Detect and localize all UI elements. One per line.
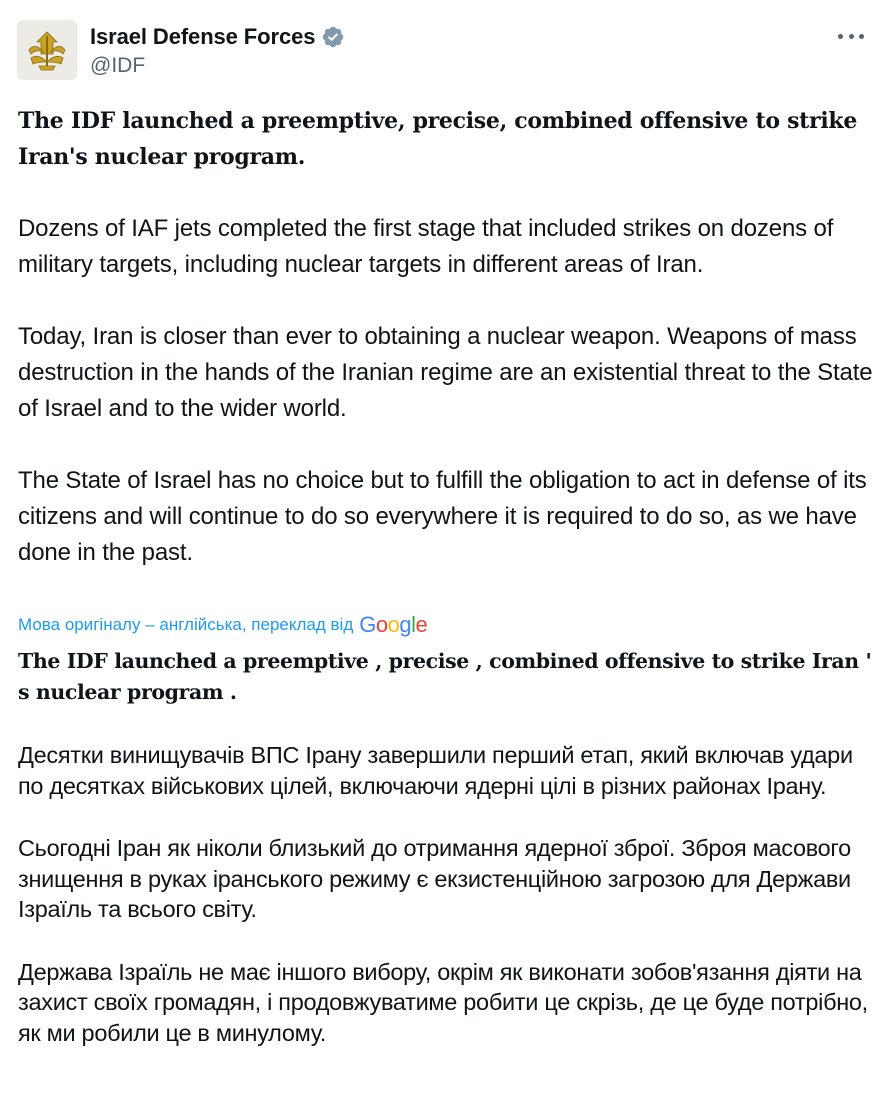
google-logo	[359, 612, 427, 638]
original-paragraph-2: Today, Iran is closer than ever to obtaining a nuclear weapon. Weapons of mass destruction in the hands of the Iranian regime are an existential threat to the State of Israel and to the wider world.	[18, 323, 873, 422]
avatar[interactable]	[17, 20, 77, 80]
translated-paragraph-3: Держава Ізраїль не має іншого вибору, окрім як виконати зобов'язання діяти на захист своїх громадян, і продовжуватиме робити це скрізь, де це буде потрібно, як ми робили це в минулому.	[18, 958, 868, 1046]
original-paragraph-3: The State of Israel has no choice but to fulfill the obligation to act in defense of its citizens and will continue to do so everywhere it is required to do so, as we have done in the past.	[18, 467, 867, 566]
google-letter: l	[411, 612, 416, 637]
author-handle[interactable]: @IDF	[90, 54, 146, 77]
dot	[859, 34, 864, 39]
idf-emblem-icon	[17, 20, 77, 80]
google-letter: g	[399, 612, 412, 637]
original-text	[18, 103, 873, 571]
google-letter: o	[387, 612, 400, 637]
more-options-icon[interactable]	[838, 26, 864, 46]
author-block	[90, 22, 345, 78]
verified-badge-icon	[321, 25, 345, 49]
translation-notice-text: Мова оригіналу – англійська, переклад від	[18, 615, 354, 634]
dot	[849, 34, 854, 39]
author-name[interactable]: Israel Defense Forces	[90, 24, 316, 49]
google-letter: o	[375, 612, 388, 637]
translated-text	[18, 646, 873, 1080]
google-letter: G	[359, 612, 376, 637]
original-lead: The IDF launched a preemptive, precise, combined offensive to strike Iran's nuclear program.	[18, 108, 858, 170]
translated-paragraph-1: Десятки винищувачів ВПС Ірану завершили перший етап, який включав удари по десятках військових цілей, включаючи ядерні цілі в різних районах Ірану.	[18, 742, 853, 799]
name-row	[90, 22, 345, 52]
translation-notice[interactable]	[18, 610, 427, 640]
translated-lead: The IDF launched a preemptive , precise , combined offensive to strike Iran ' s nuclear program .	[18, 649, 872, 704]
original-paragraph-1: Dozens of IAF jets completed the first stage that included strikes on dozens of military targets, including nuclear targets in different areas of Iran.	[18, 215, 834, 278]
translated-paragraph-2: Сьогодні Іран як ніколи близький до отримання ядерної зброї. Зброя масового знищення в руках іранського режиму є екзистенційною загрозою для Держави Ізраїль та всього світу.	[18, 835, 851, 922]
dot	[838, 34, 843, 39]
google-letter: e	[415, 612, 428, 637]
